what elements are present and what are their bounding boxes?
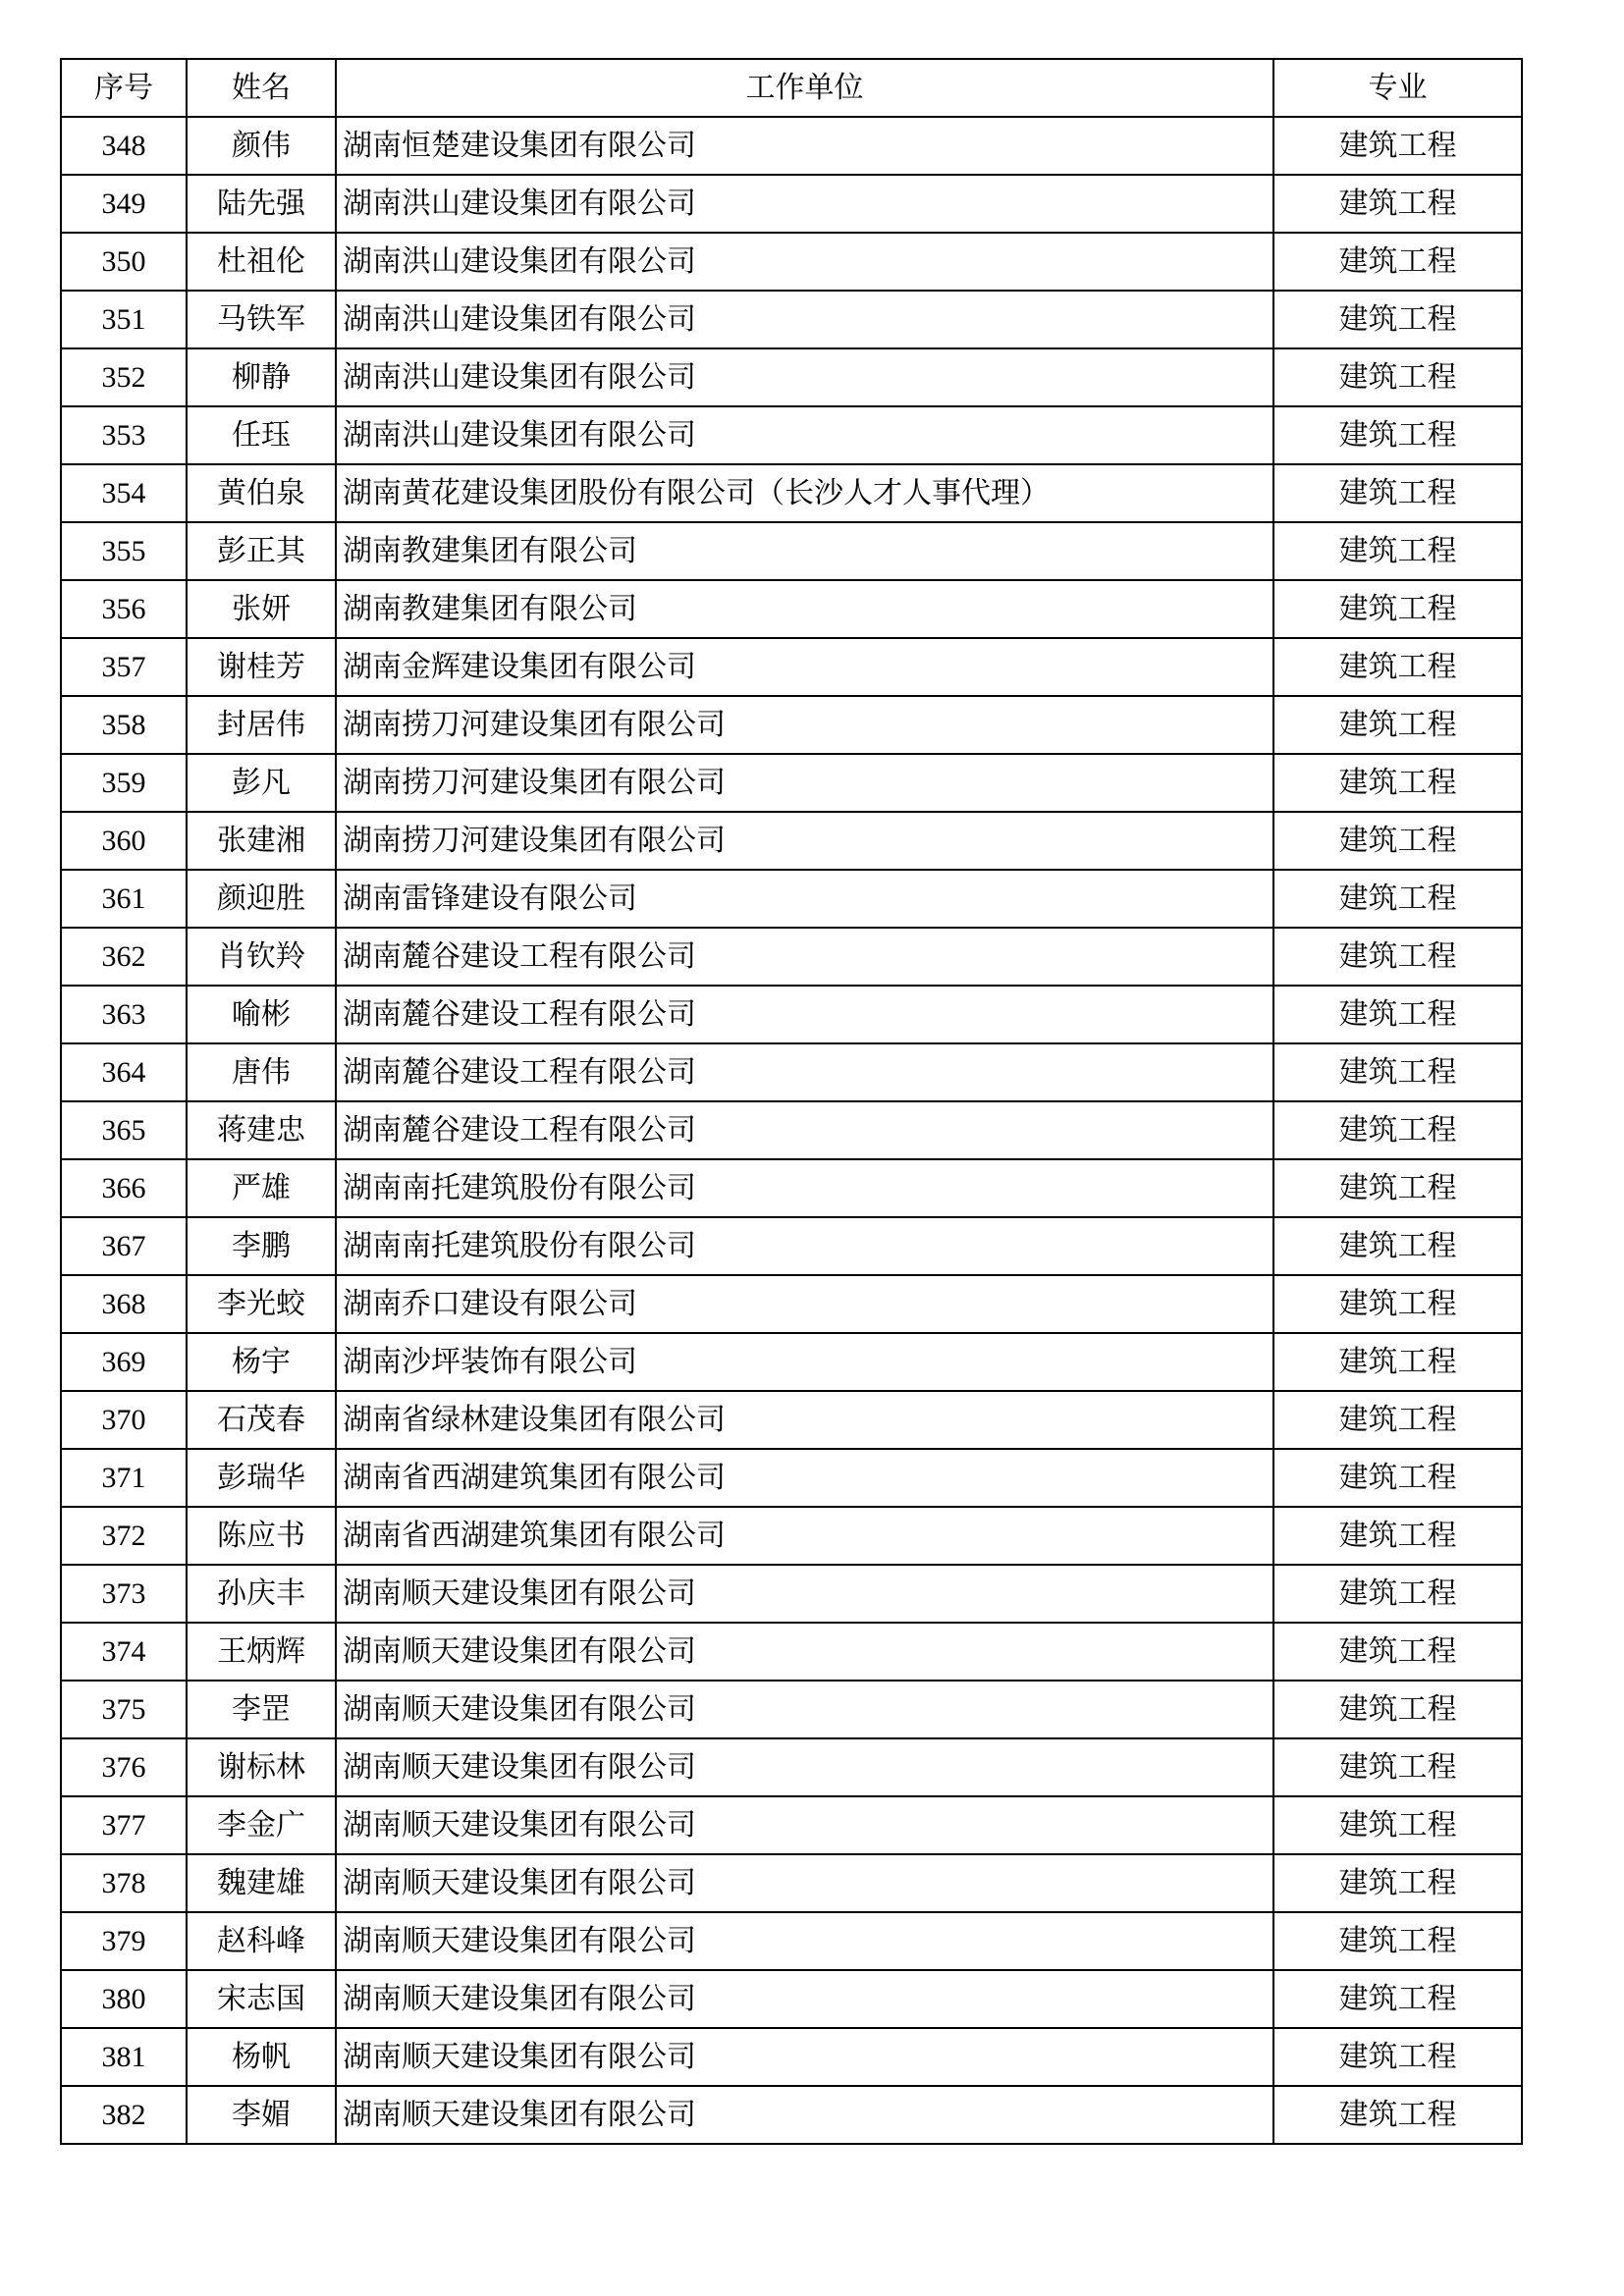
- cell-major: 建筑工程: [1273, 1275, 1522, 1333]
- cell-major: 建筑工程: [1273, 928, 1522, 986]
- table-row: [61, 1449, 1522, 1507]
- cell-seq: 371: [61, 1449, 187, 1507]
- cell-major: 建筑工程: [1273, 696, 1522, 754]
- cell-major: 建筑工程: [1273, 986, 1522, 1043]
- cell-major: 建筑工程: [1273, 812, 1522, 870]
- cell-major: 建筑工程: [1273, 754, 1522, 812]
- cell-unit: 湖南省绿林建设集团有限公司: [336, 1391, 1273, 1449]
- cell-unit: 湖南麓谷建设工程有限公司: [336, 928, 1273, 986]
- cell-name: 蒋建忠: [187, 1101, 336, 1159]
- cell-unit: 湖南顺天建设集团有限公司: [336, 2028, 1273, 2086]
- cell-unit: 湖南顺天建设集团有限公司: [336, 1912, 1273, 1970]
- cell-seq: 376: [61, 1738, 187, 1796]
- cell-name: 肖钦羚: [187, 928, 336, 986]
- cell-major: 建筑工程: [1273, 1565, 1522, 1623]
- cell-unit: 湖南顺天建设集团有限公司: [336, 1681, 1273, 1738]
- table-row: [61, 1565, 1522, 1623]
- table-row: [61, 1681, 1522, 1738]
- cell-seq: 374: [61, 1623, 187, 1681]
- cell-unit: 湖南捞刀河建设集团有限公司: [336, 696, 1273, 754]
- cell-seq: 353: [61, 406, 187, 464]
- cell-seq: 361: [61, 870, 187, 928]
- cell-name: 黄伯泉: [187, 464, 336, 522]
- cell-major: 建筑工程: [1273, 580, 1522, 638]
- table-row: [61, 1796, 1522, 1854]
- table-row: [61, 117, 1522, 175]
- cell-name: 颜伟: [187, 117, 336, 175]
- cell-seq: 373: [61, 1565, 187, 1623]
- cell-unit: 湖南南托建筑股份有限公司: [336, 1159, 1273, 1217]
- cell-major: 建筑工程: [1273, 406, 1522, 464]
- table-row: [61, 928, 1522, 986]
- table-row: [61, 754, 1522, 812]
- table-row: [61, 1970, 1522, 2028]
- cell-unit: 湖南教建集团有限公司: [336, 580, 1273, 638]
- cell-unit: 湖南顺天建设集团有限公司: [336, 1565, 1273, 1623]
- cell-unit: 湖南顺天建设集团有限公司: [336, 2086, 1273, 2144]
- table-row: [61, 1217, 1522, 1275]
- header-seq: 序号: [61, 59, 187, 117]
- cell-seq: 378: [61, 1854, 187, 1912]
- cell-name: 宋志国: [187, 1970, 336, 2028]
- cell-major: 建筑工程: [1273, 1738, 1522, 1796]
- table-row: [61, 522, 1522, 580]
- cell-major: 建筑工程: [1273, 1043, 1522, 1101]
- cell-name: 孙庆丰: [187, 1565, 336, 1623]
- cell-seq: 370: [61, 1391, 187, 1449]
- cell-seq: 375: [61, 1681, 187, 1738]
- cell-seq: 349: [61, 175, 187, 233]
- table-row: [61, 1854, 1522, 1912]
- cell-major: 建筑工程: [1273, 638, 1522, 696]
- cell-unit: 湖南洪山建设集团有限公司: [336, 348, 1273, 406]
- cell-unit: 湖南雷锋建设有限公司: [336, 870, 1273, 928]
- cell-name: 李媚: [187, 2086, 336, 2144]
- cell-major: 建筑工程: [1273, 522, 1522, 580]
- cell-seq: 369: [61, 1333, 187, 1391]
- cell-seq: 380: [61, 1970, 187, 2028]
- table-row: [61, 986, 1522, 1043]
- table-row: [61, 1333, 1522, 1391]
- cell-seq: 365: [61, 1101, 187, 1159]
- table-row: [61, 464, 1522, 522]
- cell-unit: 湖南麓谷建设工程有限公司: [336, 986, 1273, 1043]
- cell-major: 建筑工程: [1273, 1507, 1522, 1565]
- cell-unit: 湖南教建集团有限公司: [336, 522, 1273, 580]
- cell-name: 颜迎胜: [187, 870, 336, 928]
- table-row: [61, 1275, 1522, 1333]
- cell-major: 建筑工程: [1273, 1101, 1522, 1159]
- table-row: [61, 1912, 1522, 1970]
- cell-seq: 354: [61, 464, 187, 522]
- cell-name: 封居伟: [187, 696, 336, 754]
- cell-seq: 367: [61, 1217, 187, 1275]
- cell-name: 张妍: [187, 580, 336, 638]
- cell-seq: 360: [61, 812, 187, 870]
- table-row: [61, 1623, 1522, 1681]
- cell-unit: 湖南洪山建设集团有限公司: [336, 291, 1273, 348]
- cell-unit: 湖南省西湖建筑集团有限公司: [336, 1507, 1273, 1565]
- cell-name: 喻彬: [187, 986, 336, 1043]
- cell-major: 建筑工程: [1273, 1623, 1522, 1681]
- cell-seq: 372: [61, 1507, 187, 1565]
- cell-seq: 368: [61, 1275, 187, 1333]
- cell-unit: 湖南省西湖建筑集团有限公司: [336, 1449, 1273, 1507]
- cell-major: 建筑工程: [1273, 117, 1522, 175]
- cell-name: 谢桂芳: [187, 638, 336, 696]
- cell-unit: 湖南金辉建设集团有限公司: [336, 638, 1273, 696]
- cell-name: 杨宇: [187, 1333, 336, 1391]
- cell-unit: 湖南乔口建设有限公司: [336, 1275, 1273, 1333]
- cell-major: 建筑工程: [1273, 1854, 1522, 1912]
- cell-name: 唐伟: [187, 1043, 336, 1101]
- table-row: [61, 406, 1522, 464]
- cell-unit: 湖南洪山建设集团有限公司: [336, 233, 1273, 291]
- cell-unit: 湖南顺天建设集团有限公司: [336, 1854, 1273, 1912]
- cell-name: 彭正其: [187, 522, 336, 580]
- cell-major: 建筑工程: [1273, 464, 1522, 522]
- cell-name: 彭瑞华: [187, 1449, 336, 1507]
- cell-name: 彭凡: [187, 754, 336, 812]
- cell-major: 建筑工程: [1273, 1333, 1522, 1391]
- table-row: [61, 291, 1522, 348]
- table-row: [61, 638, 1522, 696]
- table-row: [61, 1507, 1522, 1565]
- table-row: [61, 1043, 1522, 1101]
- cell-seq: 357: [61, 638, 187, 696]
- cell-major: 建筑工程: [1273, 1970, 1522, 2028]
- cell-name: 陈应书: [187, 1507, 336, 1565]
- cell-unit: 湖南捞刀河建设集团有限公司: [336, 754, 1273, 812]
- cell-major: 建筑工程: [1273, 1796, 1522, 1854]
- cell-unit: 湖南洪山建设集团有限公司: [336, 175, 1273, 233]
- cell-seq: 377: [61, 1796, 187, 1854]
- cell-seq: 356: [61, 580, 187, 638]
- cell-seq: 355: [61, 522, 187, 580]
- table-row: [61, 870, 1522, 928]
- cell-major: 建筑工程: [1273, 1681, 1522, 1738]
- cell-name: 李鹏: [187, 1217, 336, 1275]
- table-row: [61, 1391, 1522, 1449]
- table-row: [61, 1101, 1522, 1159]
- cell-name: 李金广: [187, 1796, 336, 1854]
- cell-unit: 湖南顺天建设集团有限公司: [336, 1970, 1273, 2028]
- cell-seq: 379: [61, 1912, 187, 1970]
- roster-table: [60, 58, 1523, 2145]
- cell-major: 建筑工程: [1273, 1217, 1522, 1275]
- table-row: [61, 233, 1522, 291]
- cell-name: 赵科峰: [187, 1912, 336, 1970]
- cell-major: 建筑工程: [1273, 2028, 1522, 2086]
- cell-major: 建筑工程: [1273, 870, 1522, 928]
- cell-major: 建筑工程: [1273, 291, 1522, 348]
- cell-name: 杨帆: [187, 2028, 336, 2086]
- cell-unit: 湖南麓谷建设工程有限公司: [336, 1101, 1273, 1159]
- cell-unit: 湖南沙坪装饰有限公司: [336, 1333, 1273, 1391]
- cell-major: 建筑工程: [1273, 233, 1522, 291]
- cell-unit: 湖南南托建筑股份有限公司: [336, 1217, 1273, 1275]
- table-row: [61, 1738, 1522, 1796]
- cell-seq: 352: [61, 348, 187, 406]
- table-row: [61, 580, 1522, 638]
- header-row: [61, 59, 1522, 117]
- cell-major: 建筑工程: [1273, 2086, 1522, 2144]
- cell-name: 谢标林: [187, 1738, 336, 1796]
- cell-name: 任珏: [187, 406, 336, 464]
- cell-major: 建筑工程: [1273, 348, 1522, 406]
- cell-seq: 382: [61, 2086, 187, 2144]
- cell-name: 杜祖伦: [187, 233, 336, 291]
- cell-unit: 湖南顺天建设集团有限公司: [336, 1738, 1273, 1796]
- cell-major: 建筑工程: [1273, 1159, 1522, 1217]
- cell-seq: 348: [61, 117, 187, 175]
- cell-unit: 湖南顺天建设集团有限公司: [336, 1796, 1273, 1854]
- cell-seq: 362: [61, 928, 187, 986]
- cell-name: 李光蛟: [187, 1275, 336, 1333]
- header-unit: 工作单位: [336, 59, 1273, 117]
- cell-name: 陆先强: [187, 175, 336, 233]
- cell-seq: 358: [61, 696, 187, 754]
- cell-major: 建筑工程: [1273, 1391, 1522, 1449]
- header-name: 姓名: [187, 59, 336, 117]
- cell-major: 建筑工程: [1273, 175, 1522, 233]
- cell-name: 张建湘: [187, 812, 336, 870]
- table-row: [61, 812, 1522, 870]
- header-major: 专业: [1273, 59, 1522, 117]
- cell-name: 石茂春: [187, 1391, 336, 1449]
- cell-name: 马铁军: [187, 291, 336, 348]
- cell-name: 魏建雄: [187, 1854, 336, 1912]
- table-row: [61, 1159, 1522, 1217]
- cell-name: 柳静: [187, 348, 336, 406]
- cell-seq: 366: [61, 1159, 187, 1217]
- cell-seq: 364: [61, 1043, 187, 1101]
- cell-unit: 湖南洪山建设集团有限公司: [336, 406, 1273, 464]
- table-row: [61, 175, 1522, 233]
- cell-unit: 湖南捞刀河建设集团有限公司: [336, 812, 1273, 870]
- cell-name: 严雄: [187, 1159, 336, 1217]
- cell-major: 建筑工程: [1273, 1912, 1522, 1970]
- cell-unit: 湖南顺天建设集团有限公司: [336, 1623, 1273, 1681]
- table-row: [61, 2028, 1522, 2086]
- cell-seq: 363: [61, 986, 187, 1043]
- cell-seq: 381: [61, 2028, 187, 2086]
- table-row: [61, 696, 1522, 754]
- cell-name: 王炳辉: [187, 1623, 336, 1681]
- cell-name: 李罡: [187, 1681, 336, 1738]
- cell-major: 建筑工程: [1273, 1449, 1522, 1507]
- cell-seq: 351: [61, 291, 187, 348]
- table-row: [61, 2086, 1522, 2144]
- cell-seq: 350: [61, 233, 187, 291]
- cell-unit: 湖南麓谷建设工程有限公司: [336, 1043, 1273, 1101]
- cell-unit: 湖南黄花建设集团股份有限公司（长沙人才人事代理）: [336, 464, 1273, 522]
- table-row: [61, 348, 1522, 406]
- cell-seq: 359: [61, 754, 187, 812]
- cell-unit: 湖南恒楚建设集团有限公司: [336, 117, 1273, 175]
